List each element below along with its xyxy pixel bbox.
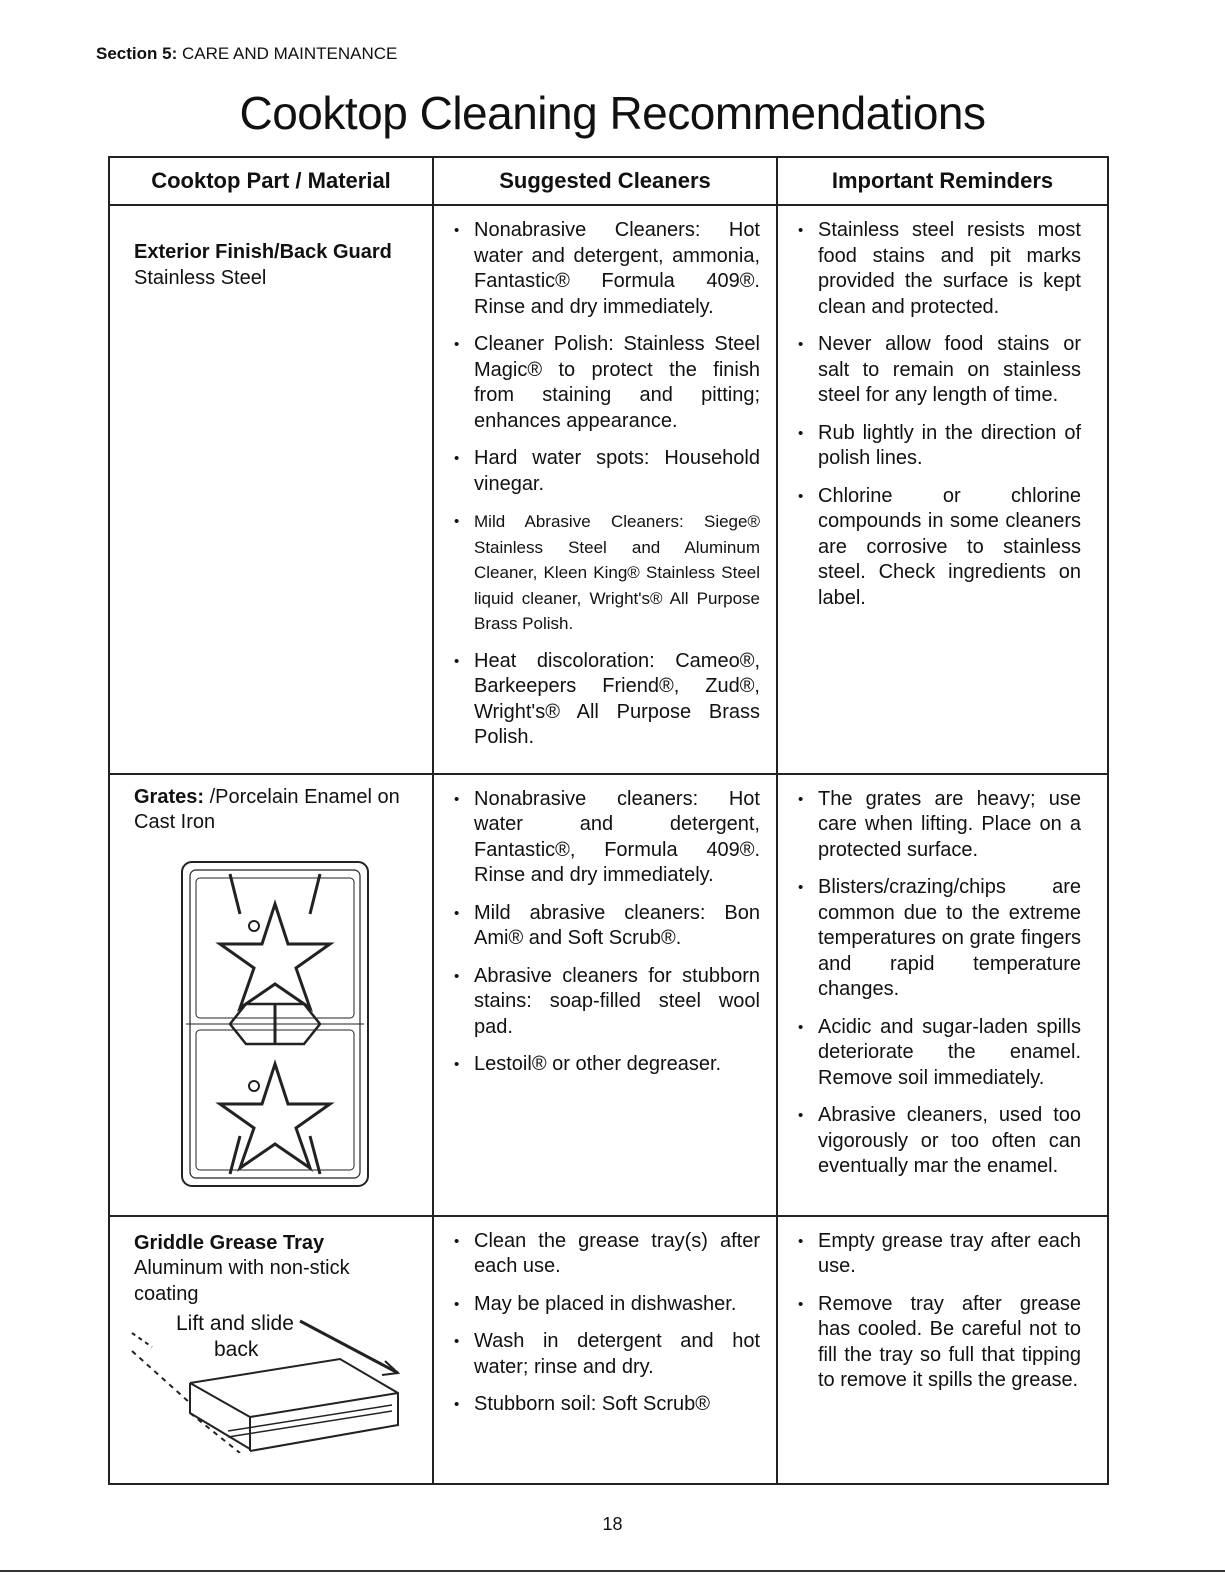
list-item: • Never allow food stains or salt to remain on stainless steel for any length of time. bbox=[796, 332, 1081, 409]
list-item: • Blisters/crazing/chips are common due to the extreme temperatures on grate fingers and rapid temperature changes. bbox=[796, 875, 1081, 1003]
section-label bbox=[96, 44, 397, 64]
list-item: • Chlorine or chlorine compounds in some cleaners are corrosive to stainless steel. Check ingredients on label. bbox=[796, 484, 1081, 612]
list-item: • Heat discoloration: Cameo®, Barkeepers Friend®, Zud®, Wright's® All Purpose Brass Polish. bbox=[452, 649, 760, 751]
reminders-cell bbox=[777, 205, 1108, 774]
list-item: • Cleaner Polish: Stainless Steel Magic® to protect the finish from staining and pitting; enhances appearance. bbox=[452, 332, 760, 434]
cleaners-cell bbox=[433, 205, 777, 774]
list-item: • Mild Abrasive Cleaners: Siege® Stainless Steel and Aluminum Cleaner, Kleen King® Stainless Steel liquid cleaner, Wright's® All Purpose Brass Polish. bbox=[452, 509, 760, 637]
part-name: Griddle Grease Tray bbox=[134, 1231, 325, 1254]
grate-illustration bbox=[130, 854, 408, 1202]
list-item: • Stubborn soil: Soft Scrub® bbox=[452, 1392, 760, 1418]
list-item: • Remove tray after grease has cooled. Be careful not to fill the tray so full that tipping to remove it spills the grease. bbox=[796, 1292, 1081, 1394]
list-item: • Abrasive cleaners, used too vigorously or too often can eventually mar the enamel. bbox=[796, 1103, 1081, 1180]
list-item: • Hard water spots: Household vinegar. bbox=[452, 446, 760, 497]
list-item: • Mild abrasive cleaners: Bon Ami® and Soft Scrub®. bbox=[452, 901, 760, 952]
table-row bbox=[109, 1216, 1108, 1484]
grease-tray-illustration bbox=[130, 1313, 410, 1453]
part-name: Grates: bbox=[134, 785, 205, 808]
table-row bbox=[109, 774, 1108, 1216]
column-header-cleaners: Suggested Cleaners bbox=[433, 157, 777, 205]
table-header-row bbox=[109, 157, 1108, 205]
part-material: Stainless Steel bbox=[134, 266, 267, 289]
section-name: CARE AND MAINTENANCE bbox=[181, 44, 398, 63]
cleaners-cell bbox=[433, 1216, 777, 1484]
list-item: • Rub lightly in the direction of polish lines. bbox=[796, 421, 1081, 472]
illustration-label-back: back bbox=[214, 1338, 259, 1361]
reminders-cell bbox=[777, 1216, 1108, 1484]
part-cell bbox=[109, 774, 433, 1216]
list-item: • Wash in detergent and hot water; rinse and dry. bbox=[452, 1329, 760, 1380]
page-number: 18 bbox=[602, 1514, 623, 1534]
list-item: • Clean the grease tray(s) after each use. bbox=[452, 1229, 760, 1280]
column-header-part: Cooktop Part / Material bbox=[109, 157, 433, 205]
part-name: Exterior Finish/Back Guard bbox=[134, 241, 392, 263]
part-material: /Porcelain Enamel on Cast Iron bbox=[134, 785, 400, 833]
illustration-label-lift: Lift and slide bbox=[176, 1312, 294, 1335]
column-header-reminders: Important Reminders bbox=[777, 157, 1108, 205]
list-item: • Nonabrasive Cleaners: Hot water and detergent, ammonia, Fantastic® Formula 409®. Rinse and dry immediately. bbox=[452, 218, 760, 320]
list-item: • Stainless steel resists most food stains and pit marks provided the surface is kept clean and protected. bbox=[796, 218, 1081, 320]
reminders-cell bbox=[777, 774, 1108, 1216]
list-item: • May be placed in dishwasher. bbox=[452, 1292, 760, 1318]
page-title: Cooktop Cleaning Recommendations bbox=[239, 87, 986, 139]
list-item: • Abrasive cleaners for stubborn stains: soap-filled steel wool pad. bbox=[452, 964, 760, 1041]
list-item: • Acidic and sugar-laden spills deteriorate the enamel. Remove soil immediately. bbox=[796, 1015, 1081, 1092]
part-cell bbox=[109, 205, 433, 774]
grate-drawing bbox=[130, 854, 370, 1194]
cleaners-cell bbox=[433, 774, 777, 1216]
part-material: Aluminum with non-stick coating bbox=[134, 1257, 350, 1305]
table-row bbox=[109, 205, 1108, 774]
list-item: • Lestoil® or other degreaser. bbox=[452, 1052, 760, 1078]
list-item: • Empty grease tray after each use. bbox=[796, 1229, 1081, 1280]
list-item: • The grates are heavy; use care when lifting. Place on a protected surface. bbox=[796, 787, 1081, 864]
list-item: • Nonabrasive cleaners: Hot water and detergent, Fantastic®, Formula 409®. Rinse and dry immediately. bbox=[452, 787, 760, 889]
cleaning-table bbox=[108, 156, 1109, 1485]
part-cell bbox=[109, 1216, 433, 1484]
bottom-rule bbox=[0, 1570, 1225, 1572]
section-prefix: Section 5: bbox=[96, 44, 178, 63]
